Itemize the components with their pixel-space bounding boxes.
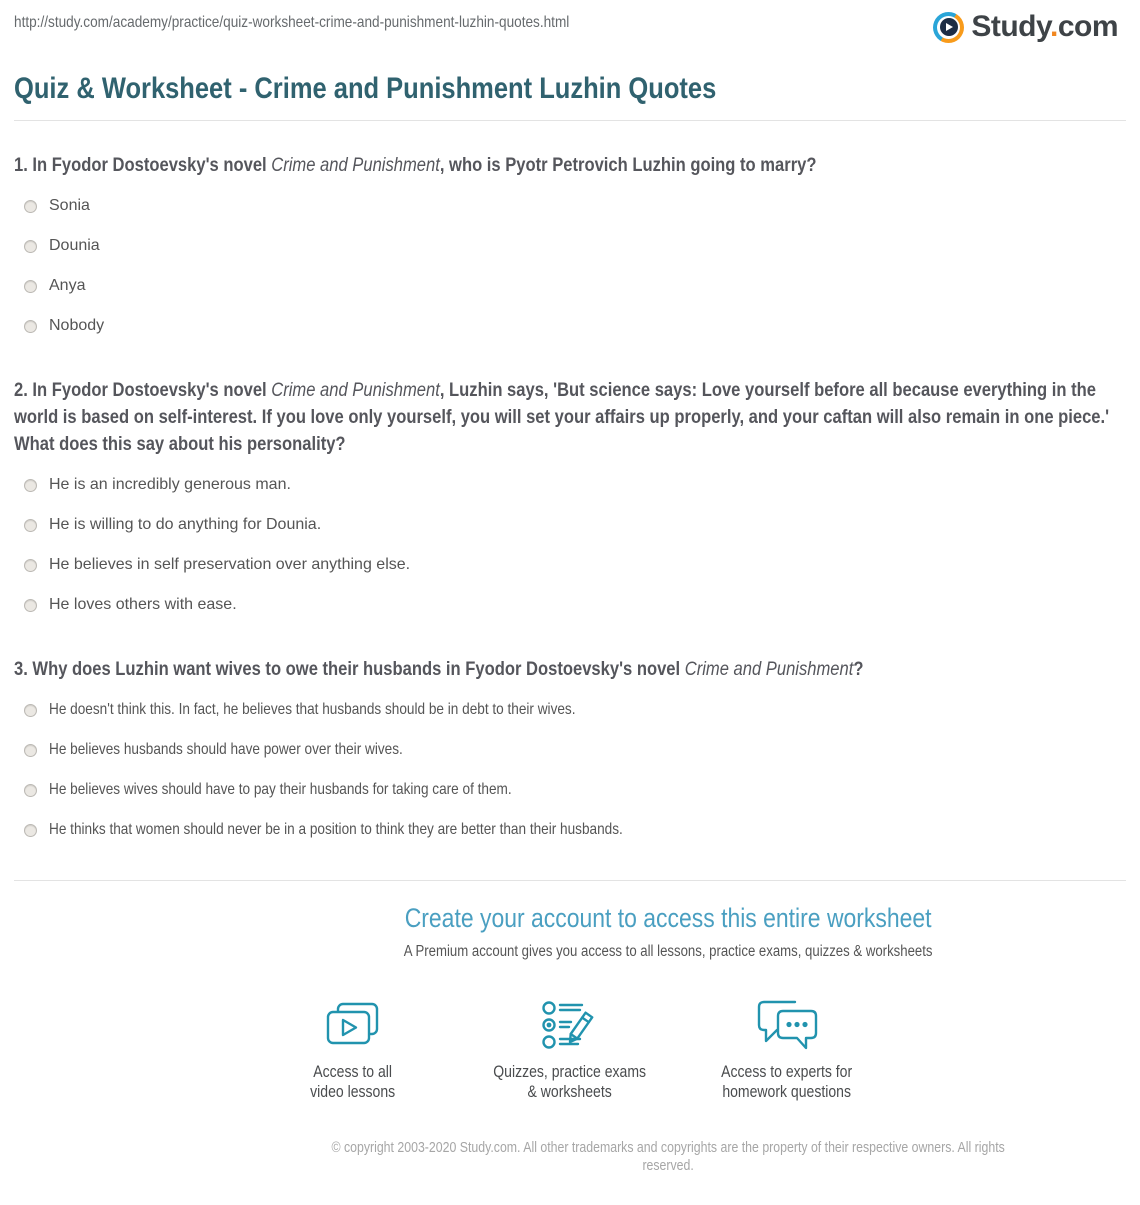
- radio-button[interactable]: [24, 200, 37, 213]
- answer-option[interactable]: [14, 186, 1126, 226]
- radio-button[interactable]: [24, 744, 37, 757]
- cta-divider: [14, 880, 1126, 881]
- radio-button[interactable]: [24, 704, 37, 717]
- question-block-1: [14, 152, 1126, 346]
- cta-subheading: A Premium account gives you access to all lessons, practice exams, quizzes & worksheets: [403, 943, 933, 960]
- option-label: He believes in self preservation over anything else.: [49, 556, 411, 573]
- feature-row: [14, 997, 1126, 1102]
- feature-label: Access to experts for homework questions: [721, 1063, 853, 1101]
- option-label: Sonia: [49, 197, 90, 214]
- radio-button[interactable]: [24, 559, 37, 572]
- answer-option[interactable]: [14, 730, 1126, 770]
- page-footer: [14, 1140, 1126, 1175]
- cta-section: [14, 903, 1126, 1102]
- option-label: He is willing to do anything for Dounia.: [49, 516, 322, 533]
- answer-option[interactable]: [14, 226, 1126, 266]
- option-label: Anya: [49, 277, 86, 294]
- answer-option[interactable]: [14, 306, 1126, 346]
- quiz-pencil-icon: [462, 997, 679, 1053]
- answer-option[interactable]: [14, 690, 1126, 730]
- option-label: He thinks that women should never be in a position to think they are better than their husbands.: [49, 821, 623, 838]
- radio-button[interactable]: [24, 784, 37, 797]
- question-1-text: 1. In Fyodor Dostoevsky's novel Crime and Punishment, who is Pyotr Petrovich Luzhin going to marry?: [14, 154, 817, 176]
- question-1-options: [14, 186, 1126, 346]
- option-label: He doesn't think this. In fact, he believes that husbands should be in debt to their wives.: [49, 701, 576, 718]
- feature-video-lessons: [245, 997, 462, 1102]
- chat-bubbles-icon: [679, 997, 896, 1053]
- cta-heading-link[interactable]: Create your account to access this entire worksheet: [404, 903, 932, 933]
- radio-button[interactable]: [24, 320, 37, 333]
- option-label: Nobody: [49, 317, 105, 334]
- page-url: http://study.com/academy/practice/quiz-worksheet-crime-and-punishment-luzhin-quotes.html: [14, 14, 570, 31]
- page-title: Quiz & Worksheet - Crime and Punishment Luzhin Quotes: [14, 72, 717, 105]
- video-lessons-icon: [245, 997, 462, 1053]
- feature-label: Access to all video lessons: [310, 1063, 396, 1101]
- radio-button[interactable]: [24, 240, 37, 253]
- studycom-logo[interactable]: [933, 10, 1118, 44]
- option-label: Dounia: [49, 237, 100, 254]
- answer-option[interactable]: [14, 770, 1126, 810]
- option-label: He believes husbands should have power over their wives.: [49, 741, 403, 758]
- radio-button[interactable]: [24, 479, 37, 492]
- option-label: He loves others with ease.: [49, 596, 237, 613]
- radio-button[interactable]: [24, 599, 37, 612]
- question-2-options: [14, 465, 1126, 625]
- answer-option[interactable]: [14, 465, 1126, 505]
- option-label: He believes wives should have to pay their husbands for taking care of them.: [49, 781, 512, 798]
- answer-option[interactable]: [14, 505, 1126, 545]
- radio-button[interactable]: [24, 824, 37, 837]
- question-2-text: 2. In Fyodor Dostoevsky's novel Crime and Punishment, Luzhin says, 'But science says: Love yourself before all because everything in the world is based on self-interest. If you love only yourself, you will set your affairs up properly, and your caftan will also remain in one piece.' What does this say about his personality?: [14, 379, 1110, 455]
- answer-option[interactable]: [14, 810, 1126, 850]
- radio-button[interactable]: [24, 280, 37, 293]
- studycom-logo-text: Study.com: [971, 10, 1118, 43]
- feature-expert-help: [679, 997, 896, 1102]
- answer-option[interactable]: [14, 545, 1126, 585]
- question-3-text: 3. Why does Luzhin want wives to owe their husbands in Fyodor Dostoevsky's novel Crime and Punishment?: [14, 658, 864, 680]
- question-block-3: [14, 656, 1126, 850]
- title-divider: [14, 120, 1126, 121]
- feature-quizzes-worksheets: [462, 997, 679, 1102]
- play-circle-icon: [933, 12, 964, 43]
- answer-option[interactable]: [14, 585, 1126, 625]
- radio-button[interactable]: [24, 519, 37, 532]
- question-block-2: [14, 377, 1126, 625]
- copyright-text: © copyright 2003-2020 Study.com. All other trademarks and copyrights are the property of their respective owners. All rights reserved.: [331, 1140, 1005, 1174]
- option-label: He is an incredibly generous man.: [49, 476, 291, 493]
- feature-label: Quizzes, practice exams & worksheets: [493, 1063, 647, 1101]
- answer-option[interactable]: [14, 266, 1126, 306]
- question-3-options: [14, 690, 1126, 850]
